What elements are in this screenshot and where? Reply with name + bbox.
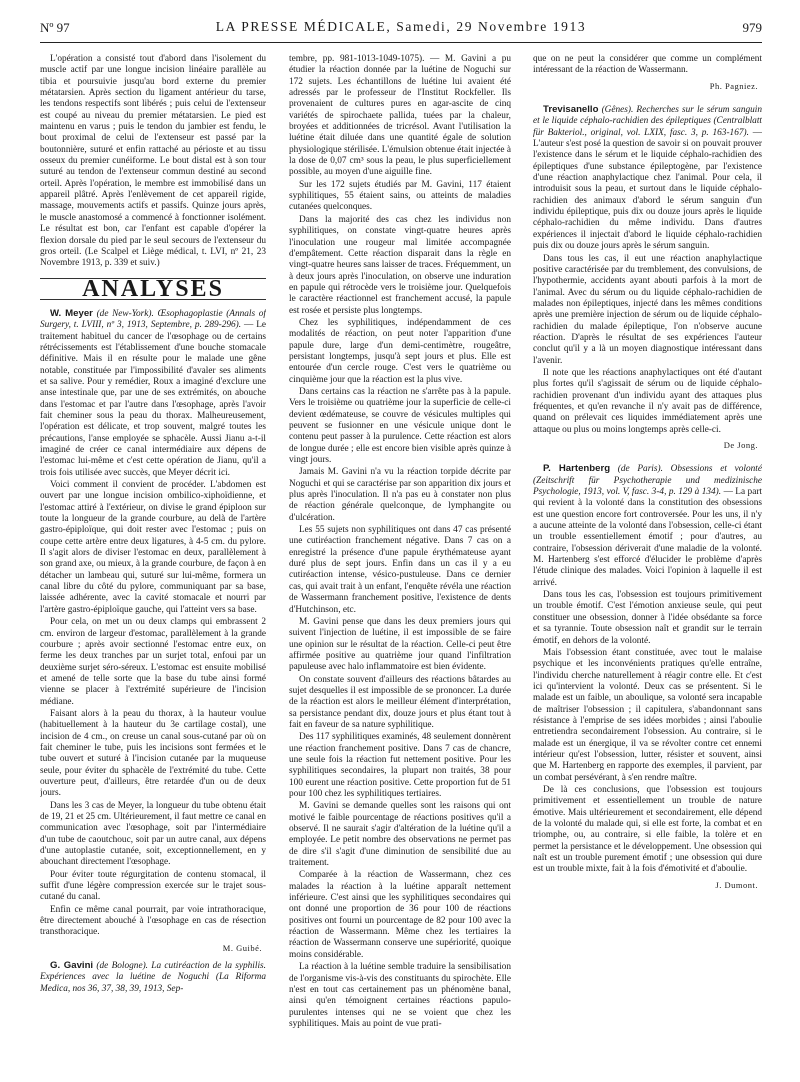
column-1 (40, 54, 266, 1074)
paragraph: Comparée à la réaction de Wassermann, chez ces malades la réaction à la luétine apparaît nettement inférieure. C'est ainsi que les syphilitiques secondaires qui ont donné une proportion de 36 pour 100 de réactions positives ont fourni un pourcentage de 82 pour 100 avec la réaction de Wassermann. Même chez les tertiaires la réaction de Wassermann conserve une supériorité, quoique moins considérable. (289, 870, 511, 960)
author-name: Trevisanello (543, 104, 599, 116)
author-name: P. Hartenberg (543, 463, 611, 475)
article-reference: (Gênes). Recherches sur le sérum sanguin et le liquide céphalo-rachidien des épileptiques (Centralblatt für Bakteriol., original, vol. LXIX, fasc. 3, p. 163-167). (533, 105, 762, 138)
paragraph: — Le traitement habituel du cancer de l'œsophage ou de certains rétrécissements est l'établissement d'une bouche stomacale définitive. Mais il en résulte pour le malade une gêne notable, constituée par l'impossibilité d'avaler ses aliments et sa salive. Pour y remédier, Roux a imaginé d'exclure une anse intestinale que, par une de ses extrémités, on abouche dans l'estomac et par l'autre dans l'œsophage, après l'avoir fait cheminer sous la peau du thorax. Malheureusement, l'opération est délicate, et trop souvent, malgré toutes les précautions, l'anse employée se sphacèle. Aussi Jianu a-t-il imaginé de créer ce canal intermédiaire aux dépens de l'estomac lui-même et c'est cette opération de Jianu, qu'il a trois fois utilisée avec succès, que Meyer décrit ici. (40, 320, 266, 478)
paragraph: Dans la majorité des cas chez les individus non syphilitiques, on constate vingt-quatre heures après l'inoculation une rougeur mal limitée accompagnée d'empâtement. Cette réaction disparait dans la règle en vingt-quatre heures sans laisser de traces. Fréquemment, un à deux jours après l'inoculation, on observe une induration en papule qui rétrocède vers le troisième jour. Quelquefois le caractère réactionnel est franchement accusé, la papule est rosée et persiste plus longtemps. (289, 214, 511, 316)
paragraph: Dans certains cas la réaction ne s'arrête pas à la papule. Vers le troisième ou quatrième jour la superficie de celle-ci devient œdémateuse, se couvre de vésicules multiples qui peuvent se fusionner en une vésicule unique dont le contenu peut passer à la purulence. Cette réaction est alors de longue durée ; elle est encore bien visible après quinze à vingt jours. (289, 386, 511, 466)
paragraph: L'opération a consisté tout d'abord dans l'isolement du muscle actif par une longue incision linéaire parallèle au tibia et poursuivie jusqu'au bord externe du premier métatarsien. Après section du ligament antérieur du tarse, les tendons respectifs sont libérés ; puis celui de l'extenseur est coupé au niveau du premier métatarsien. Le pied est maintenu en varus ; puis le tendon du jambier est fendu, le bout proximal de celui de l'extenseur est passé par la boutonnière, suturé et enfin rattaché au périoste et au tissu osseux du premier cunéiforme. Le bout distal est à son tour suturé au tendon de l'extenseur commun destiné au second orteil. Après l'opération, le membre est immobilisé dans un appareil plâtré. Après l'enlèvement de cet appareil rigide, massage, mouvements actifs et passifs. Quinze jours après, le muscle anastomosé a commencé à fonctionner isolément. Le résultat est bon, car l'enfant est capable d'opérer la flexion dorsale du pied par le seul secours de l'extenseur du gros orteil. (Le Scalpel et Liège médical, t. LVI, nº 21, 23 Novembre 1913, p. 339 et suiv.) (40, 54, 266, 269)
paragraph: Jamais M. Gavini n'a vu la réaction torpide décrite par Noguchi et qui se caractérise par son apparition dix jours et plus après l'inoculation. Il n'a pas eu à constater non plus de réaction générale quelconque, de lymphangite ou d'ulcération. (289, 467, 511, 523)
paragraph: Dans tous les cas, il eut une réaction anaphylactique positive caractérisée par du tremblement, des convulsions, de l'hypothermie, accidents ayant abouti parfois à la mort de l'animal. Avec du sérum ou du liquide céphalo-rachidien de malades non épileptiques, injecté dans les mêmes conditions après une première injection de sérum ou de liquide céphalo-rachidien du malade épileptique, l'on n'observe aucune réaction. D'après le résultat de ses expériences l'auteur conclut qu'il y a là un moyen diagnostique intéressant dans l'avenir. (533, 253, 762, 366)
paragraph: M. Gavini pense que dans les deux premiers jours qui suivent l'injection de luétine, il est impossible de se faire une opinion sur le résultat de la réaction. Celle-ci peut être affirmée positive au quatrième jour quand l'infiltration papuleuse avec halo inflammatoire est bien évidente. (289, 616, 511, 673)
page-number: 979 (742, 20, 762, 35)
paragraph: — La part qui revient à la volonté dans la constitution des obsessions est une question encore fort controversée. Pour les uns, il n'y a aucune atteinte de la volonté dans l'obsession, celle-ci étant un trouble essentiellement émotif ; pour d'autres, au contraire, l'obsession dériverait d'une maladie de la volonté. M. Hartenberg s'est efforcé d'élucider le problème d'après l'étude clinique des malades. Voici l'opinion à laquelle il est arrivé. (533, 487, 762, 588)
paragraph: M. Gavini se demande quelles sont les raisons qui ont motivé le faible pourcentage de réactions positives qu'il a observé. Il ne saurait s'agir d'altération de la luétine qu'il a employée. Le petit nombre des observations ne permet pas de dire s'il s'agit d'une diminution de sensibilité due au traitement. (289, 801, 511, 869)
article-reference: (de Paris). Obsessions et volonté (Zeitschrift für Psychotherapie und medizinische Psychologie, 1913, vol. V, fasc. 3-4, p. 129 à 134). (533, 464, 762, 498)
paragraph: que on ne peut la considérer que comme un complément intéressant de la réaction de Wassermann. (533, 54, 762, 76)
paragraph: Sur les 172 sujets étudiés par M. Gavini, 117 étaient syphilitiques, 55 étaient sains, ou atteints de maladies cutanées quelconques. (289, 179, 511, 213)
issue-number: Nº 97 (40, 20, 70, 35)
author-name: W. Meyer (50, 307, 93, 319)
signature: M. Guibé. (222, 942, 262, 953)
paragraph: De là ces conclusions, que l'obsession est toujours primitivement et essentiellement un trouble de nature émotive. Mais ultérieurement et secondairement, elle dépend de la volonté du malade qui, si elle est forte, la combat et en triomphe, ou, au contraire, si elle faible, la tolère et en permet la persistance et le développement. Une obsession qui naît est un trouble purement émotif ; une obsession qui dure est un trouble mixte, fait à la fois d'émotivité et d'aboulie. (533, 784, 762, 875)
paragraph: Voici comment il convient de procéder. L'abdomen est ouvert par une longue incision ombilico-xiphoïdienne, et l'estomac attiré à l'extérieur, on divise le grand épiploon sur toute la longueur de la grande courbure, au delà de l'artère gastro-épiploïque, qui doit rester avec l'estomac ; puis on coupe cette artère entre deux ligatures, à 4-5 cm. du pylore. Il s'agit alors de diviser l'estomac en deux, parallèlement à son grand axe, ou mieux, à la grande courbure, de façon à en détacher un lambeau qui, suturé sur lui-même, formera un canal libre du côté du pylore, communiquant par sa base, laissée adhérente, avec la cavité stomacale et nourri par l'artère gastro-épiploïque gauche, qui l'atteint vers sa base. (40, 480, 266, 615)
article-reference: (de New-York). Œsophagoplastie (Annals of Surgery, t. LVIII, nº 3, 1913, Septembre, p. 289-296). (40, 308, 266, 331)
signature: De Jong. (723, 440, 758, 450)
column-3 (533, 54, 762, 1074)
paragraph: — L'auteur s'est posé la question de savoir si on pouvait prouver l'existence dans le sérum et le liquide céphalo-rachidien des épileptiques d'une substance épileptogène, par l'existence d'une réaction anaphylactique chez l'animal. Pour cela, il introduisit sous la peau, et surtout dans le liquide céphalo-rachidien des animaux d'abord le sérum sanguin d'un individu épileptique, puis dix ou douze jours après le liquide céphalo-rachidien du même individu. Dans d'autres expériences il injectait d'abord le liquide céphalo-rachidien puis dix ou douze jours après le sérum sanguin. (533, 127, 762, 252)
paragraph: Il note que les réactions anaphylactiques ont été d'autant plus fortes qu'il s'agissait de sérum ou de liquide céphalo-rachidien provenant d'un individu ayant des attaques plus fréquentes, et qu'en revanche il n'y avait pas de différence, quand on prélevait ces liquides immédiatement après une attaque ou plus ou moins longtemps après celle-ci. (533, 367, 762, 435)
section-title: ANALYSES (40, 278, 266, 300)
paragraph: Enfin ce même canal pourrait, par voie intrathoracique, être directement abouché à l'œsophage en cas de résection transthoracique. (40, 904, 266, 938)
article-reference: (de Bologne). La cutiréaction de la syphilis. Expériences avec la luétine de Noguchi (La Riforma Medica, nos 36, 37, 38, 39, 1913, Sep- (40, 961, 266, 994)
paragraph: Faisant alors à la peau du thorax, à la hauteur voulue (habituellement à la hauteur du 3e cartilage costal), une incision de 4 cm., on creuse un canal sous-cutané par où on fait cheminer le tube, puis les incisions sont fermées et le tube ouvert et suturé à l'incision cutanée par la muqueuse seule, pour éviter du sphacèle de l'extrémité du tube. Cette ouverture peut, d'ailleurs, être retardée d'un ou de deux jours. (40, 708, 266, 799)
paragraph: Les 55 sujets non syphilitiques ont dans 47 cas présenté une cutiréaction franchement négative. Dans 7 cas on a enregistré la présence d'une papule érythémateuse ayant duré plus de sept jours. Enfin dans un cas il y a eu cutiréaction intense, vésico-pustuleuse. Dans ce dernier cas, qui avait trait à un enfant, l'enquête révéla une réaction de Wassermann franchement positive, l'existence de dents d'Hutchinson, etc. (289, 525, 511, 615)
signature: Ph. Pagniez. (709, 80, 758, 91)
paragraph: Des 117 syphilitiques examinés, 48 seulement donnèrent une réaction franchement positive. Dans 7 cas de chancre, une seule fois la réaction fut nettement positive. Pour les syphilitiques secondaires, la plupart non traités, 38 pour 100 eurent une réaction positive. Cette proportion fut de 51 pour 100 chez les syphilitiques tertiaires. (289, 732, 511, 799)
column-2 (289, 54, 511, 1074)
journal-title: LA PRESSE MÉDICALE, Samedi, 29 Novembre 1913 (215, 19, 587, 34)
paragraph: La réaction à la luétine semble traduire la sensibilisation de l'organisme vis-à-vis des constituants du spirochète. Elle n'est en tout cas certainement pas un phénomène banal, ainsi qu'en témoignent certaines réactions papulo-purulentes intenses qui ne se voient que chez les syphilitiques. Mais au point de vue prati- (289, 962, 511, 1029)
page-header (40, 16, 762, 43)
paragraph: On constate souvent d'ailleurs des réactions bâtardes au sujet desquelles il est impossible de se prononcer. La durée de la réaction est alors le meilleur élément d'interprétation, sa persistance pendant dix, douze jours et plus étant tout à fait en faveur de sa nature syphilitique. (289, 674, 511, 730)
paragraph: tembre, pp. 981-1013-1049-1075). — M. Gavini a pu étudier la réaction donnée par la luétine de Noguchi sur 172 sujets. Les échantillons de luétine lui avaient été adressés par le professeur de l'Institut Rockfeller. Ils provenaient de cultures pures en agar-ascite de cinq variétés de spirochaete pallida, tuées par la chaleur, broyées et additionnées de tricrésol. Avant l'utilisation la luétine était diluée dans une quantité égale de solution physiologique stérilisée. L'émulsion obtenue était injectée à la dose de 0,07 cm³ sous la peau, le plus superficiellement possible, au moyen d'une aiguille fine. (289, 54, 511, 178)
author-name: G. Gavini (50, 960, 94, 972)
signature: J. Dumont. (715, 879, 758, 890)
paragraph: Dans les 3 cas de Meyer, la longueur du tube obtenu était de 19, 21 et 25 cm. Ultérieurement, il faut mettre ce canal en communication avec l'œsophage, soit par l'intermédiaire d'un tube de caoutchouc, soit par un autre canal, aux dépens d'une autoplastie cutanée, soit, exceptionnellement, en y abouchant directement l'œsophage. (40, 800, 266, 868)
paragraph: Pour cela, on met un ou deux clamps qui embrassent 2 cm. environ de largeur d'estomac, parallèlement à la grande courbure ; après avoir sectionné l'estomac entre eux, on ferme les deux tranches par un surjet total, enfoui par un deuxième surjet séro-séreux. L'estomac est ensuite mobilisé et amené de telle sorte que la base du tube ainsi formé vienne se placer à l'extrémité supérieure de l'incision médiane. (40, 617, 266, 707)
paragraph: Pour éviter toute régurgitation de contenu stomacal, il suffit d'une légère compression exercée sur le trajet sous-cutané du canal. (40, 869, 266, 903)
paragraph: Dans tous les cas, l'obsession est toujours primitivement un trouble émotif. C'est l'émotion anxieuse seule, qui peut constituer une obsession, donner à l'idée obsédante sa force et sa tyrannie. Toute obsession naît et grandit sur le terrain émotif, en dehors de la volonté. (533, 590, 762, 646)
paragraph: Chez les syphilitiques, indépendamment de ces modalités de réaction, on peut noter l'apparition d'une papule dure, large d'un demi-centimètre, rougeâtre, persistant longtemps, jusqu'à sept jours et plus. Elle est entourée d'un cercle rouge. C'est vers le quatrième ou cinquième jour que la réaction est la plus vive. (289, 317, 511, 385)
paragraph: Mais l'obsession étant constituée, avec tout le malaise psychique et les inconvénients pratiques qu'elle entraîne, l'individu cherche naturellement à réagir contre elle. Et c'est ici qu'intervient la volonté. Deux cas se présentent. Si le malade est un faible, un aboulique, sa volonté sera incapable de maîtriser l'obsession ; il capitulera, s'abandonnant sans résistance à l'emprise de ses idées morbides ; ainsi l'aboulie entretiendra secondairement l'obsession. Au contraire, si le malade est un énergique, il va se révolter contre cet ennemi intérieur qu'est l'obsession, lutter, résister et souvent, ainsi que M. Hartenberg en rapporte des exemples, il parvient, par un combat persévérant, à s'en rendre maître. (533, 647, 762, 783)
